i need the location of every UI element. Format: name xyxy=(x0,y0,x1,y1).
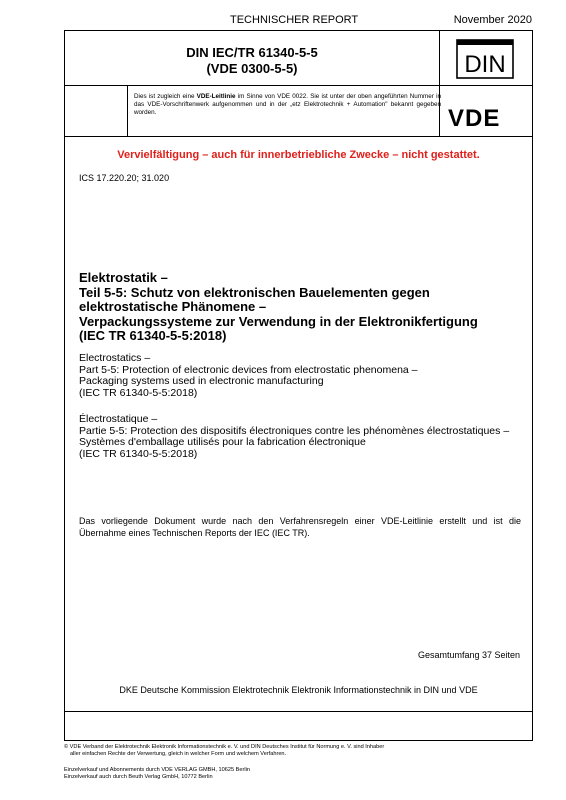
document-statement: Das vorliegende Dokument wurde nach den Verfahrensregeln einer VDE-Leitlinie erstellt und ist die Übernahme eines Technischen Reports der IEC (IEC TR). xyxy=(79,516,521,538)
ics-code: ICS 17.220.20; 31.020 xyxy=(79,173,170,183)
total-pages: Gesamtumfang 37 Seiten xyxy=(417,650,520,660)
copyright-notice: © VDE Verband der Elektrotechnik Elektronik Informationstechnik e. V. und DIN Deutsches Institut für Normung e. V. sind Inhaber aller einfachen Rechte der Verwertung, gleich in welcher Form und welchem Verfahren. xyxy=(64,744,385,757)
title-french: Électrostatique – Partie 5-5: Protection des dispositifs électroniques contre les phénomènes électrostatiques – Systèmes d'emballage utilisés pour la fabrication électronique (IEC TR 61340-5-5:2018) xyxy=(79,413,510,460)
divider-top xyxy=(439,31,440,85)
din-logo-text: DIN xyxy=(464,51,506,78)
rule-bottom xyxy=(65,711,532,712)
title-german: Elektrostatik – Teil 5-5: Schutz von elektronischen Bauelementen gegen elektrostatische Phänomene – Verpackungssysteme zur Verwendung in der Elektronikfertigung (IEC TR 61340-5-5:2018) xyxy=(79,270,478,343)
vde-logo: VDE xyxy=(448,105,501,132)
report-type: TECHNISCHER REPORT xyxy=(230,14,359,26)
rule-note xyxy=(65,136,532,137)
standard-title xyxy=(65,45,439,77)
reproduction-warning: Vervielfältigung – auch für innerbetriebliche Zwecke – nicht gestattet. xyxy=(117,149,480,161)
din-logo xyxy=(456,39,514,79)
sales-notice: Einzelverkauf und Abonnements durch VDE VERLAG GMBH, 10625 Berlin Einzelverkauf auch durch Beuth Verlag GmbH, 10772 Berlin xyxy=(64,767,250,780)
title-english: Electrostatics – Part 5-5: Protection of electronic devices from electrostatic phenomena – Packaging systems used in electronic manufacturing (IEC TR 61340-5-5:2018) xyxy=(79,352,418,399)
report-date: November 2020 xyxy=(453,14,532,26)
vde-guideline-note: Dies ist zugleich eine VDE-Leitlinie im Sinne von VDE 0022. Sie ist unter der oben angeführten Nummer in das VDE-Vorschriftenwerk aufgenommen und in der „etz Elektrotechnik + Automation" bekannt gegeben worden. xyxy=(134,93,441,116)
rule-top xyxy=(65,85,532,86)
cover-frame xyxy=(64,30,533,741)
vde-number: (VDE 0300-5-5) xyxy=(206,61,298,76)
dke-line: DKE Deutsche Kommission Elektrotechnik Elektronik Informationstechnik in DIN und VDE xyxy=(119,685,478,695)
standard-number: DIN IEC/TR 61340-5-5 xyxy=(186,45,318,60)
divider-left xyxy=(127,85,128,136)
